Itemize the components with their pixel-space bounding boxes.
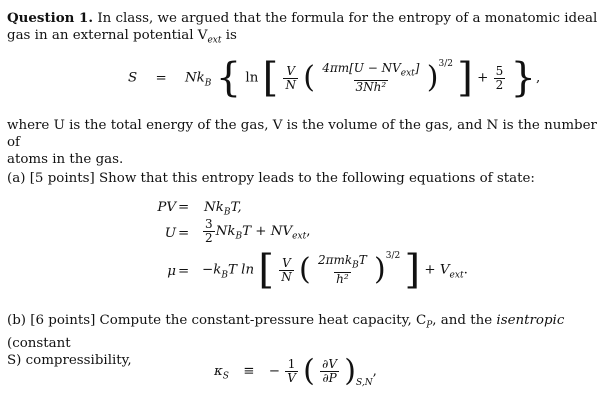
entropy-eq-sign: = [155, 70, 167, 86]
u-rhs: $\frac{3}{2}$ $Nk_BT + NV_{ext}$, [205, 217, 311, 245]
part-a-label: (a) [5 points] Show that this entropy leads to the following equations of state: [7, 171, 535, 186]
pv-lhs-cell [146, 200, 176, 215]
mu-rhs: $-k_BT$ ln [ $\frac{V}{N}$ ( $\frac{2\pi mk_BT}{\text{h²}}$ )$^{3/2}$ ] + $V_{ext}$. [202, 247, 468, 294]
intro-end: is [221, 28, 237, 43]
entropy-prefix: Nk [184, 70, 205, 86]
part-b-line1b: , and the [432, 313, 497, 328]
kappa-sub: S [222, 371, 229, 382]
where-line1: where U is the total energy of the gas, V is the volume of the gas, and N is the number of [7, 118, 597, 150]
mu-v-over-n: $\frac{V}{N}$ [281, 255, 292, 284]
paren-close: ) [426, 60, 439, 96]
part-b-line2: S) compressibility, [7, 352, 132, 368]
three-halves: $\frac{3}{2}$ [205, 217, 213, 245]
kappa-minus: − [268, 364, 280, 379]
brace-open: { [215, 55, 242, 102]
intro-sub: ext [207, 35, 222, 46]
intro-line1: In class, we argued that the formula for the entropy of a monatomic ideal [97, 11, 598, 26]
two: 2 [495, 77, 504, 92]
part-a [7, 170, 599, 187]
five: 5 [495, 63, 504, 78]
v-num: V [286, 63, 296, 78]
mu-power: 3/2 [385, 251, 401, 262]
part-b-sub: P [426, 320, 433, 331]
mu-eq: = [178, 264, 190, 279]
kappa-comma: , [372, 364, 377, 379]
brace-close: } [510, 55, 536, 102]
mu-paren-open: ( [298, 252, 311, 288]
part-b-isentropic: isentropic [496, 313, 565, 328]
entropy-equation [128, 55, 541, 102]
kappa-deriv-sub: S,N [356, 377, 373, 388]
mu-bracket-close: ] [404, 247, 421, 294]
ln-text: ln [245, 70, 259, 86]
kappa-paren-open: ( [303, 353, 315, 389]
part-b-line1a: (b) [6 points] Compute the constant-pressure heat capacity, C [7, 313, 427, 328]
entropy-prefix-sub: B [204, 78, 212, 89]
inner-frac [320, 62, 421, 94]
v-over-n [283, 65, 298, 92]
bracket-open: [ [262, 55, 279, 102]
mu-paren-close: ) [374, 252, 386, 288]
mu-bracket-open: [ [258, 247, 274, 294]
entropy-power: 3/2 [438, 59, 453, 70]
plus-sign: + [477, 70, 489, 86]
kappa-equation [214, 353, 377, 389]
bracket-close: ] [457, 55, 473, 102]
question-intro [7, 10, 599, 50]
kappa-equiv: ≡ [243, 364, 255, 379]
where-line2: atoms in the gas. [7, 152, 124, 167]
u-eq: = [178, 226, 190, 241]
intro-line2: gas in an external potential V [7, 28, 208, 43]
mu-lhs-cell [146, 264, 176, 279]
where-text [7, 117, 599, 168]
u-lhs: U [164, 226, 176, 241]
question-title: Question 1. [7, 10, 94, 26]
entropy-lhs: S [128, 70, 138, 86]
mu-lhs: μ [167, 264, 176, 279]
kappa-paren-close: ) [344, 353, 356, 389]
kappa-lhs: κ [214, 364, 223, 379]
pv-rhs: $Nk_BT$, [204, 200, 242, 218]
one-over-v: $\frac{1}{V}$ [287, 357, 296, 385]
five-halves [494, 65, 506, 92]
u-lhs-cell [146, 226, 176, 241]
inner-num: $4\pi m[U - NV_{ext}]$ [322, 61, 420, 79]
pv-eq: = [178, 200, 190, 215]
v-den: N [285, 77, 296, 92]
entropy-comma: , [535, 70, 541, 86]
inner-den: 3Nh² [355, 80, 387, 95]
dv-dp: $\frac{\partial V}{\partial P}$ [322, 357, 338, 385]
paren-open: ( [303, 60, 315, 96]
part-b-line1c: (constant [7, 335, 71, 351]
pv-lhs: PV [157, 200, 176, 215]
mu-inner-frac: $\frac{2\pi mk_BT}{\text{h²}}$ [317, 253, 367, 287]
